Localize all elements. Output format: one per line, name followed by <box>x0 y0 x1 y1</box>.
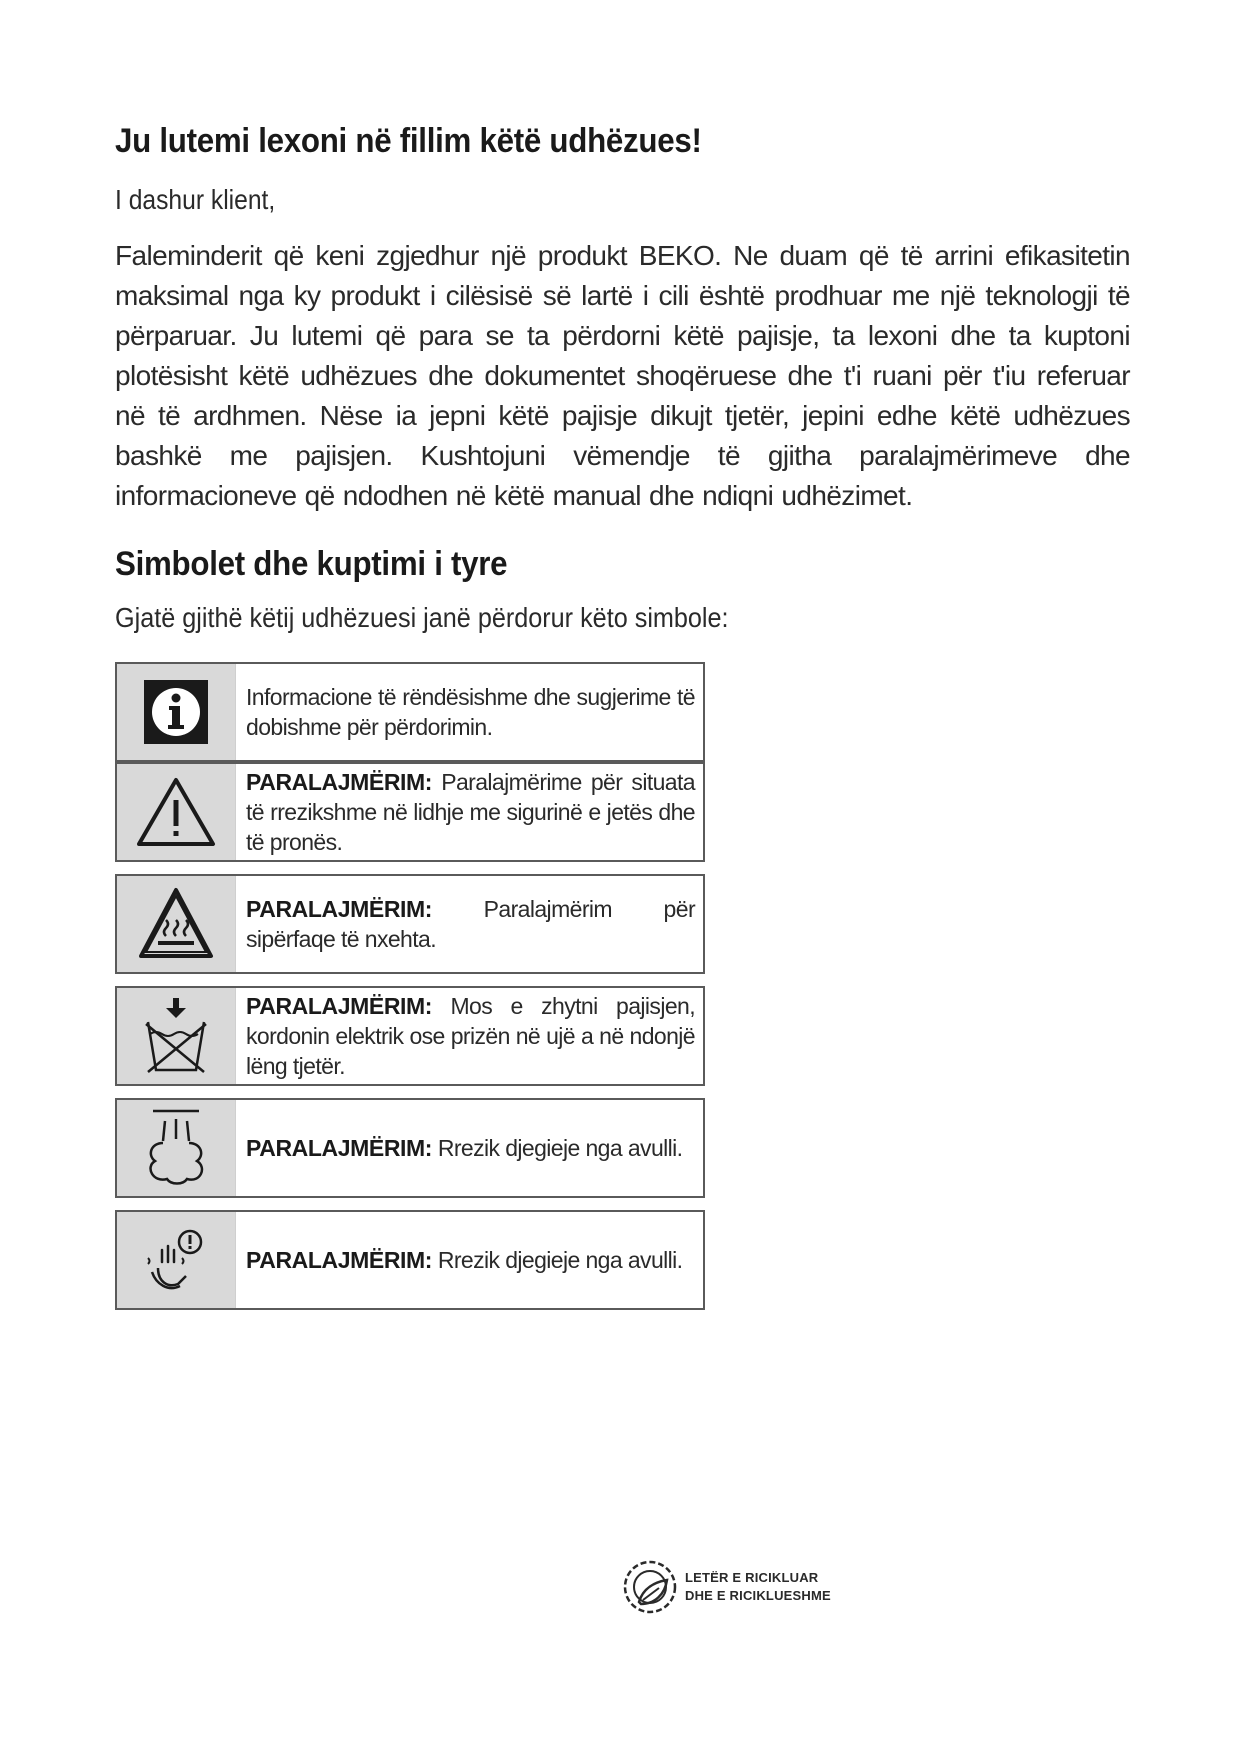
intro-paragraph: Faleminderit që keni zgjedhur një produkt BEKO. Ne duam që të arrini efikasitetin maksimal nga ky produkt i cilësisë së lartë i cili është prodhuar me një teknologji të përparuar. Ju lutemi që para se ta përdorni këtë pajisje, ta lexoni dhe ta kuptoni plotësisht këtë udhëzues dhe dokumentet shoqëruese dhe t'i ruani për t'iu referuar në të ardhmen. Nëse ia jepni këtë pajisje dikujt tjetër, jepini edhe këtë udhëzues bashkë me pajisjen. Kushtojuni vëmendje të gjitha paralajmërimeve dhe informacioneve që ndodhen në këtë manual dhe ndiqni udhëzimet. <box>115 240 1130 511</box>
symbol-text: Mos e zhytni pajisjen, kordonin elektrik ose prizën në ujë a në ndonjë lëng tjetër. <box>246 993 696 1079</box>
recycle-line-2: DHE E RICIKLUESHME <box>685 1588 831 1603</box>
symbol-row-do-not-immerse <box>115 986 705 1086</box>
page-title: Ju lutemi lexoni në fillim këtë udhëzues! <box>115 122 702 160</box>
recycle-line-1: LETËR E RICIKLUAR <box>685 1570 819 1585</box>
symbol-row-steam <box>115 1098 705 1198</box>
info-icon <box>117 664 236 760</box>
symbol-label: PARALAJMËRIM: <box>246 993 433 1019</box>
symbol-label: PARALAJMËRIM: <box>246 769 433 795</box>
hand-burn-icon <box>117 1212 236 1308</box>
symbol-text: Paralajmërime për situata të rrezikshme në lidhje me sigurinë e jetës dhe të pronës. <box>246 769 695 855</box>
hot-surface-icon <box>117 876 236 972</box>
symbol-label: PARALAJMËRIM: <box>246 1247 433 1273</box>
steam-icon <box>117 1100 236 1196</box>
recycled-paper-logo <box>621 1558 831 1616</box>
recycled-paper-icon <box>621 1558 679 1616</box>
symbol-row-hand-burn <box>115 1210 705 1310</box>
symbol-text: Rrezik djegieje nga avulli. <box>437 1135 683 1161</box>
symbol-label: PARALAJMËRIM: <box>246 896 433 922</box>
symbol-label: PARALAJMËRIM: <box>246 1135 433 1161</box>
symbol-text: Paralajmërim për sipërfaqe të nxehta. <box>246 896 695 952</box>
symbols-heading: Simbolet dhe kuptimi i tyre <box>115 545 508 583</box>
symbol-row-hot-surface <box>115 874 705 974</box>
symbol-text: Rrezik djegieje nga avulli. <box>437 1247 683 1273</box>
symbol-row-info <box>115 662 705 762</box>
greeting: I dashur klient, <box>115 184 276 215</box>
symbols-lead: Gjatë gjithë këtij udhëzuesi janë përdorur këto simbole: <box>115 602 729 633</box>
do-not-immerse-icon <box>117 988 236 1084</box>
symbol-text: Informacione të rëndësishme dhe sugjerime të dobishme për përdorimin. <box>246 684 695 740</box>
symbol-row-warning <box>115 762 705 862</box>
warning-triangle-icon <box>117 764 236 860</box>
